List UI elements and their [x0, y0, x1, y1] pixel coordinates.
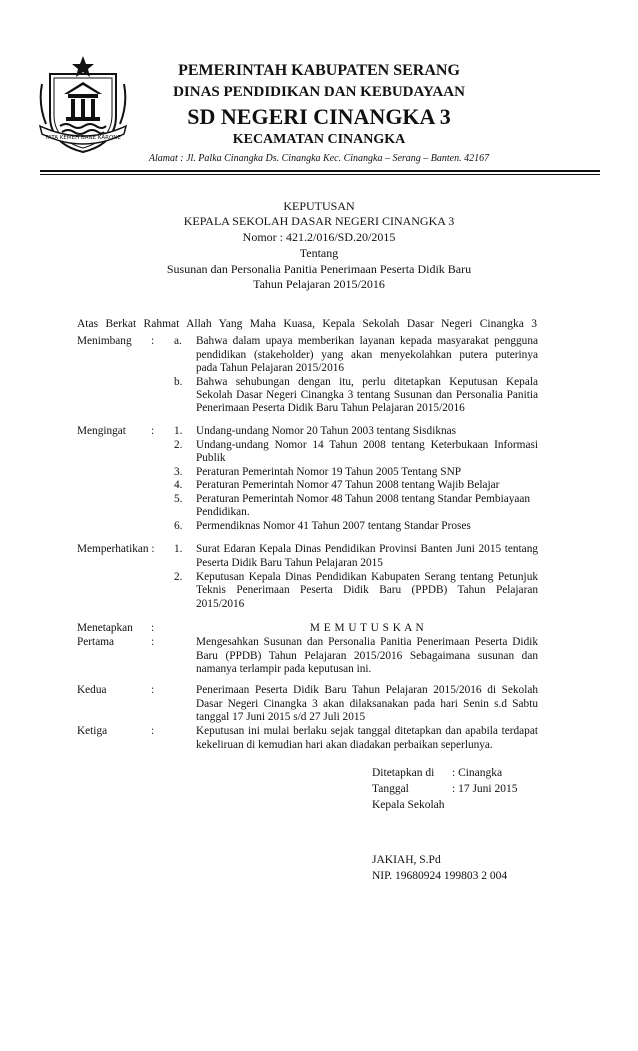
menimbang-a-line2: pendidikan (stakeholder) yang akan menyekolahkan putera puterinya: [196, 349, 538, 361]
mengingat-num-6: 6.: [174, 520, 183, 532]
mengingat-1-line1: Undang-undang Nomor 20 Tahun 2003 tentang Sisdiknas: [196, 425, 457, 437]
decree-heading: KEPUTUSAN: [283, 199, 355, 213]
signature-place-label: Ditetapkan di: [372, 767, 435, 779]
letterhead-divider: [40, 170, 600, 172]
memperhatikan-label: Memperhatikan :: [77, 543, 155, 555]
mengingat-4-line1: Peraturan Pemerintah Nomor 47 Tahun 2008 tentang Wajib Belajar: [196, 479, 500, 491]
decree-issuer: KEPALA SEKOLAH DASAR NEGERI CINANGKA 3: [183, 214, 455, 228]
menetapkan-colon: :: [151, 622, 155, 634]
pertama-line3: namanya terlampir pada keputusan ini.: [196, 663, 372, 675]
decree-subject-line1: Susunan dan Personalia Panitia Penerimaan Peserta Didik Baru: [166, 262, 472, 276]
signatory-nip: NIP. 19680924 199803 2 004: [372, 870, 508, 882]
menimbang-label: Menimbang: [77, 335, 132, 347]
memperhatikan-2-line2: Teknis Penerimaan Peserta Didik Baru (PPDB) Tahun Pelajaran: [196, 584, 538, 596]
letterhead-divider-thin: [40, 174, 600, 175]
signature-date-label: Tanggal: [372, 783, 409, 795]
mengingat-3-line1: Peraturan Pemerintah Nomor 19 Tahun 2005 Tentang SNP: [196, 466, 462, 478]
gov-heading: PEMERINTAH KABUPATEN SERANG: [178, 62, 460, 79]
memperhatikan-1-line2: Peserta Didik Baru Tahun Pelajaran 2015: [196, 557, 383, 569]
menimbang-b-line2: Sekolah Dasar Negeri Cinangka 3 tentang Susunan dan Personalia Panitia: [196, 389, 538, 401]
menimbang-num-a: a.: [174, 335, 182, 347]
mengingat-label: Mengingat: [77, 425, 126, 437]
kedua-label: Kedua: [77, 684, 107, 696]
signature-date-value: : 17 Juni 2015: [452, 783, 518, 795]
school-name: SD NEGERI CINANGKA 3: [187, 104, 451, 129]
menimbang-b-line3: Penerimaan Peserta Didik Baru Tahun Pelajaran 2015/2016: [196, 402, 465, 414]
ketiga-line2: kekeliruan di kemudian hari akan diadakan perbaikan seperlunya.: [196, 739, 493, 751]
pertama-line1: Mengesahkan Susunan dan Personalia Panitia Penerimaan Peserta Didik: [196, 636, 538, 648]
memperhatikan-2-line3: 2015/2016: [196, 598, 245, 610]
memperhatikan-num-1: 1.: [174, 543, 183, 555]
memperhatikan-2-line1: Keputusan Kepala Dinas Pendidikan Kabupaten Serang tentang Petunjuk: [196, 571, 538, 583]
memperhatikan-num-2: 2.: [174, 571, 183, 583]
mengingat-5-line2: Pendidikan.: [196, 506, 250, 518]
intro-sentence: Atas Berkat Rahmat Allah Yang Maha Kuasa, Kepala Sekolah Dasar Negeri Cinangka 3: [77, 318, 537, 330]
menimbang-a-line1: Bahwa dalam upaya memberikan layanan kepada masyarakat pengguna: [196, 335, 538, 347]
pertama-colon: :: [151, 636, 155, 648]
mengingat-num-2: 2.: [174, 439, 183, 451]
menimbang-colon: :: [151, 335, 155, 347]
kedua-line3: tanggal 17 Juni 2015 s/d 27 Juli 2015: [196, 711, 366, 723]
ketiga-line1: Keputusan ini mulai berlaku sejak tanggal ditetapkan dan apabila terdapat: [196, 725, 538, 737]
district-heading: KECAMATAN CINANGKA: [232, 132, 406, 147]
signature-role: Kepala Sekolah: [372, 799, 445, 811]
mengingat-colon: :: [151, 425, 155, 437]
mengingat-2-line2: Publik: [196, 452, 226, 464]
school-address: Alamat : Jl. Palka Cinangka Ds. Cinangka Kec. Cinangka – Serang – Banten. 42167: [148, 153, 490, 164]
signature-place-value: : Cinangka: [452, 767, 503, 779]
decree-subject-line2: Tahun Pelajaran 2015/2016: [253, 277, 385, 291]
memperhatikan-1-line1: Surat Edaran Kepala Dinas Pendidikan Provinsi Banten Juni 2015 tentang: [196, 543, 538, 555]
memutuskan-heading: M E M U T U S K A N: [309, 622, 425, 634]
pertama-line2: Baru (PPDB) Tahun Pelajaran 2015/2016 Sebagaimana susunan dan: [196, 650, 538, 662]
menetapkan-label: Menetapkan: [77, 622, 133, 634]
svg-text:TATA KEMEH BANE KARONE: TATA KEMEH BANE KARONE: [45, 135, 121, 141]
menimbang-b-line1: Bahwa sehubungan dengan itu, perlu ditetapkan Keputusan Kepala: [196, 376, 538, 388]
signatory-name: JAKIAH, S.Pd: [372, 854, 441, 866]
mengingat-num-4: 4.: [174, 479, 183, 491]
ketiga-colon: :: [151, 725, 155, 737]
mengingat-num-3: 3.: [174, 466, 183, 478]
decree-about: Tentang: [299, 246, 339, 260]
kedua-line1: Penerimaan Peserta Didik Baru Tahun Pelajaran 2015/2016 di Sekolah: [196, 684, 538, 696]
agency-heading: DINAS PENDIDIKAN DAN KEBUDAYAAN: [173, 84, 465, 100]
kedua-colon: :: [151, 684, 155, 696]
kedua-line2: Dasar Negeri Cinangka 3 akan dilaksanakan pada hari Senin s.d Sabtu: [196, 698, 538, 710]
menimbang-a-line3: pada Tahun Pelajaran 2015/2016: [196, 362, 345, 374]
mengingat-2-line1: Undang-undang Nomor 14 Tahun 2008 tentang Keterbukaan Informasi: [196, 439, 538, 451]
pertama-label: Pertama: [77, 636, 115, 648]
decree-number: Nomor : 421.2/016/SD.20/2015: [242, 230, 396, 244]
mengingat-num-5: 5.: [174, 493, 183, 505]
mengingat-5-line1: Peraturan Pemerintah Nomor 48 Tahun 2008 tentang Standar Pembiayaan: [196, 493, 531, 505]
mengingat-num-1: 1.: [174, 425, 183, 437]
menimbang-num-b: b.: [174, 376, 183, 388]
ketiga-label: Ketiga: [77, 725, 108, 737]
mengingat-6-line1: Permendiknas Nomor 41 Tahun 2007 tentang Standar Proses: [196, 520, 471, 532]
